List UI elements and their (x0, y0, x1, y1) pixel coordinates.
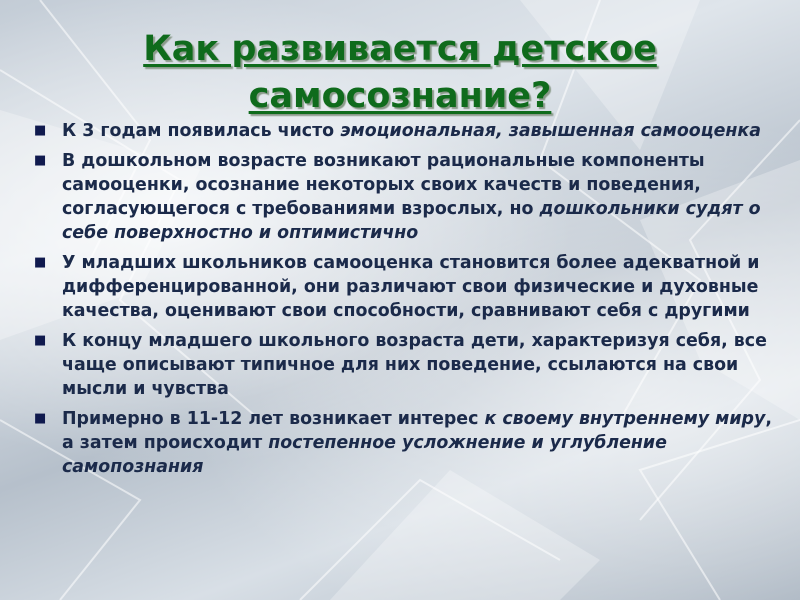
bullet-emphasis: эмоциональная, завышенная самооценка (340, 121, 761, 141)
bullet-item (34, 329, 774, 401)
bullet-emphasis: дошкольники судят о себе поверхностно и оптимистично (62, 199, 761, 243)
bullet-emphasis: постепенное усложнение и углубление самопознания (62, 433, 667, 477)
bullet-item (34, 119, 774, 143)
bullet-text: У младших школьников самооценка становится более адекватной и дифференцированной, они различают свои физические и духовные качества, оценивают свои способности, сравнивают себя с другими (62, 253, 760, 321)
title-line-1: Как развивается детское (143, 29, 657, 69)
square-bullet-icon: ■ (34, 411, 47, 426)
bullet-item (34, 251, 774, 323)
bullet-text: , а затем происходит (62, 409, 772, 453)
square-bullet-icon: ■ (34, 123, 47, 138)
bullet-text: К концу младшего школьного возраста дети, характеризуя себя, все чаще описывают типичное для них поведение, ссылаются на свои мысли и чувства (62, 331, 767, 399)
bullet-item (34, 407, 774, 479)
bullet-text: К 3 годам появилась чисто (62, 121, 341, 141)
bullet-emphasis: к своему внутреннему миру (484, 409, 766, 429)
bullet-item (34, 149, 774, 245)
bullet-text: В дошкольном возрасте возникают рациональные компоненты самооценки, осознание некоторых своих качеств и поведения, согласующегося с требованиями взрослых, но (62, 151, 705, 219)
square-bullet-icon: ■ (34, 333, 47, 348)
slide-title (40, 26, 760, 120)
square-bullet-icon: ■ (34, 153, 47, 168)
title-line-2: самосознание? (248, 76, 552, 116)
bullet-list (34, 119, 774, 485)
bullet-text: Примерно в 11-12 лет возникает интерес (62, 409, 485, 429)
square-bullet-icon: ■ (34, 255, 47, 270)
